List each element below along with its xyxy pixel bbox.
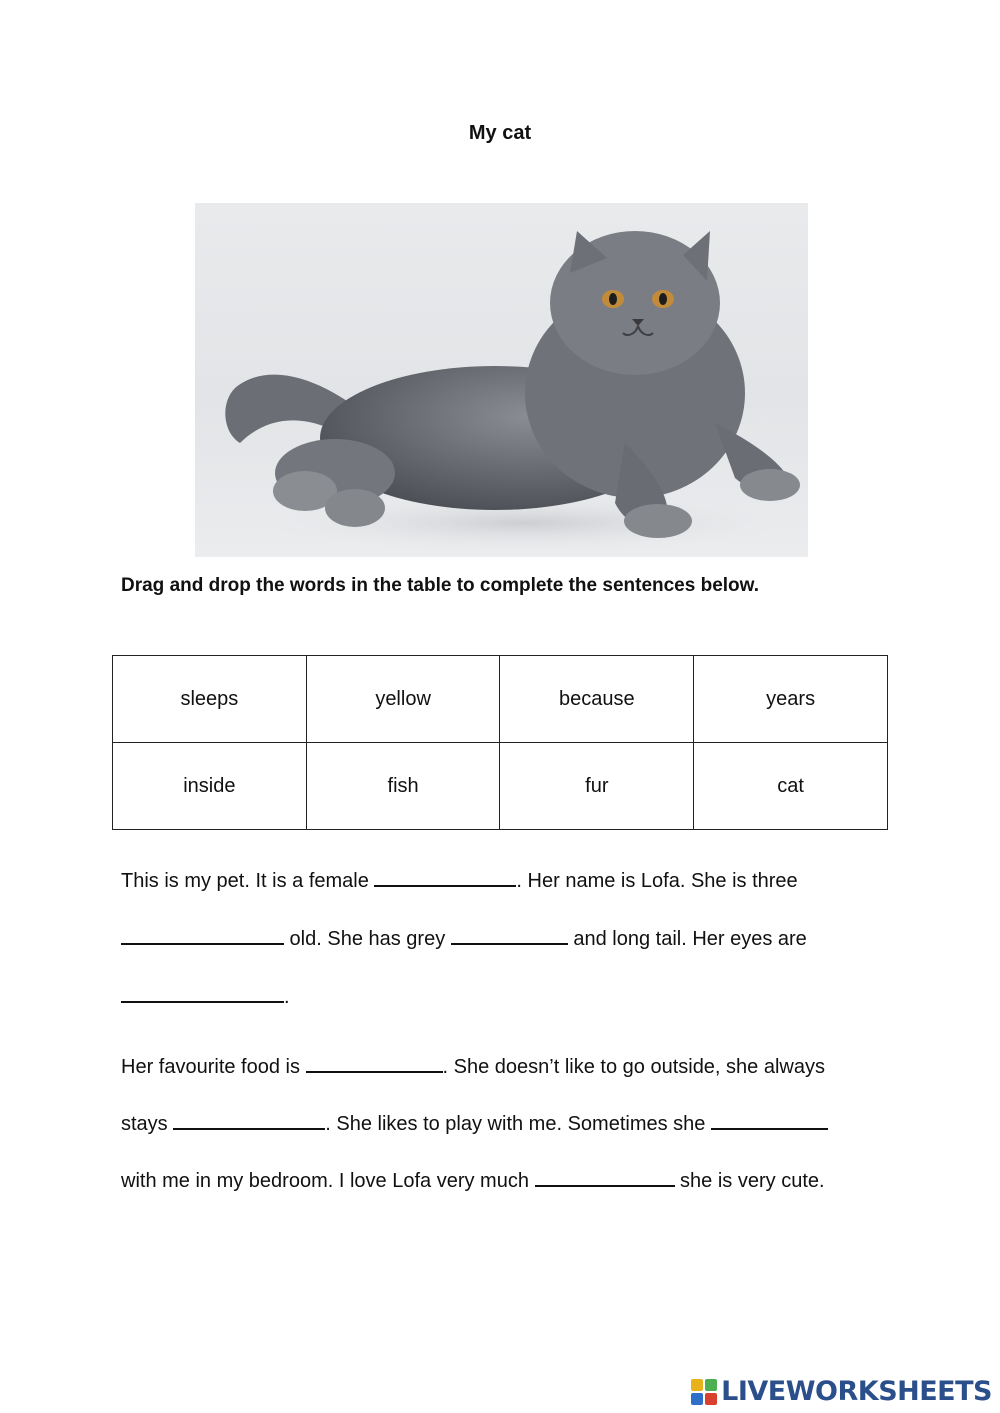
drop-blank-1[interactable]: [374, 869, 516, 887]
word-tile[interactable]: sleeps: [113, 656, 307, 743]
passage-line-1: [121, 869, 798, 893]
passage-text: Her favourite food is: [121, 1056, 306, 1078]
cat-illustration: [195, 203, 808, 557]
passage-line-3: [121, 985, 290, 1009]
passage-line-6: [121, 1169, 825, 1193]
passage-text: . She doesn’t like to go outside, she always: [442, 1056, 825, 1078]
passage-text: . Her name is Lofa. She is three: [516, 870, 798, 892]
drop-blank-5[interactable]: [306, 1055, 443, 1073]
passage-line-5: [121, 1112, 828, 1136]
passage-text: with me in my bedroom. I love Lofa very much: [121, 1170, 535, 1192]
brand-name: LIVEWORKSHEETS: [721, 1376, 992, 1407]
drop-blank-2[interactable]: [121, 927, 284, 945]
passage-text: old. She has grey: [284, 928, 451, 950]
drop-blank-4[interactable]: [121, 985, 284, 1003]
word-tile[interactable]: fur: [500, 743, 694, 830]
word-tile[interactable]: years: [694, 656, 888, 743]
passage-text: .: [284, 986, 290, 1008]
passage-text: she is very cute.: [674, 1170, 825, 1192]
drop-blank-3[interactable]: [451, 927, 568, 945]
liveworksheets-mark-icon: [691, 1379, 717, 1405]
table-row: [113, 743, 888, 830]
passage-line-4: [121, 1055, 825, 1079]
passage-text: . She likes to play with me. Sometimes she: [325, 1113, 711, 1135]
worksheet-title: My cat: [468, 122, 532, 144]
passage-text: This is my pet. It is a female: [121, 870, 375, 892]
cat-photo: [195, 203, 808, 557]
drop-blank-8[interactable]: [535, 1169, 675, 1187]
drop-blank-7[interactable]: [711, 1112, 828, 1130]
liveworksheets-logo: [691, 1376, 992, 1407]
table-row: [113, 656, 888, 743]
word-tile[interactable]: inside: [113, 743, 307, 830]
passage-line-2: [121, 927, 807, 951]
word-tile[interactable]: yellow: [306, 656, 500, 743]
instruction-text: Drag and drop the words in the table to complete the sentences below.: [121, 575, 760, 596]
drop-blank-6[interactable]: [173, 1112, 325, 1130]
word-tile[interactable]: fish: [306, 743, 500, 830]
word-bank-table: [112, 655, 888, 830]
passage-text: and long tail. Her eyes are: [567, 928, 807, 950]
word-tile[interactable]: cat: [694, 743, 888, 830]
passage-text: stays: [121, 1113, 174, 1135]
word-tile[interactable]: because: [500, 656, 694, 743]
